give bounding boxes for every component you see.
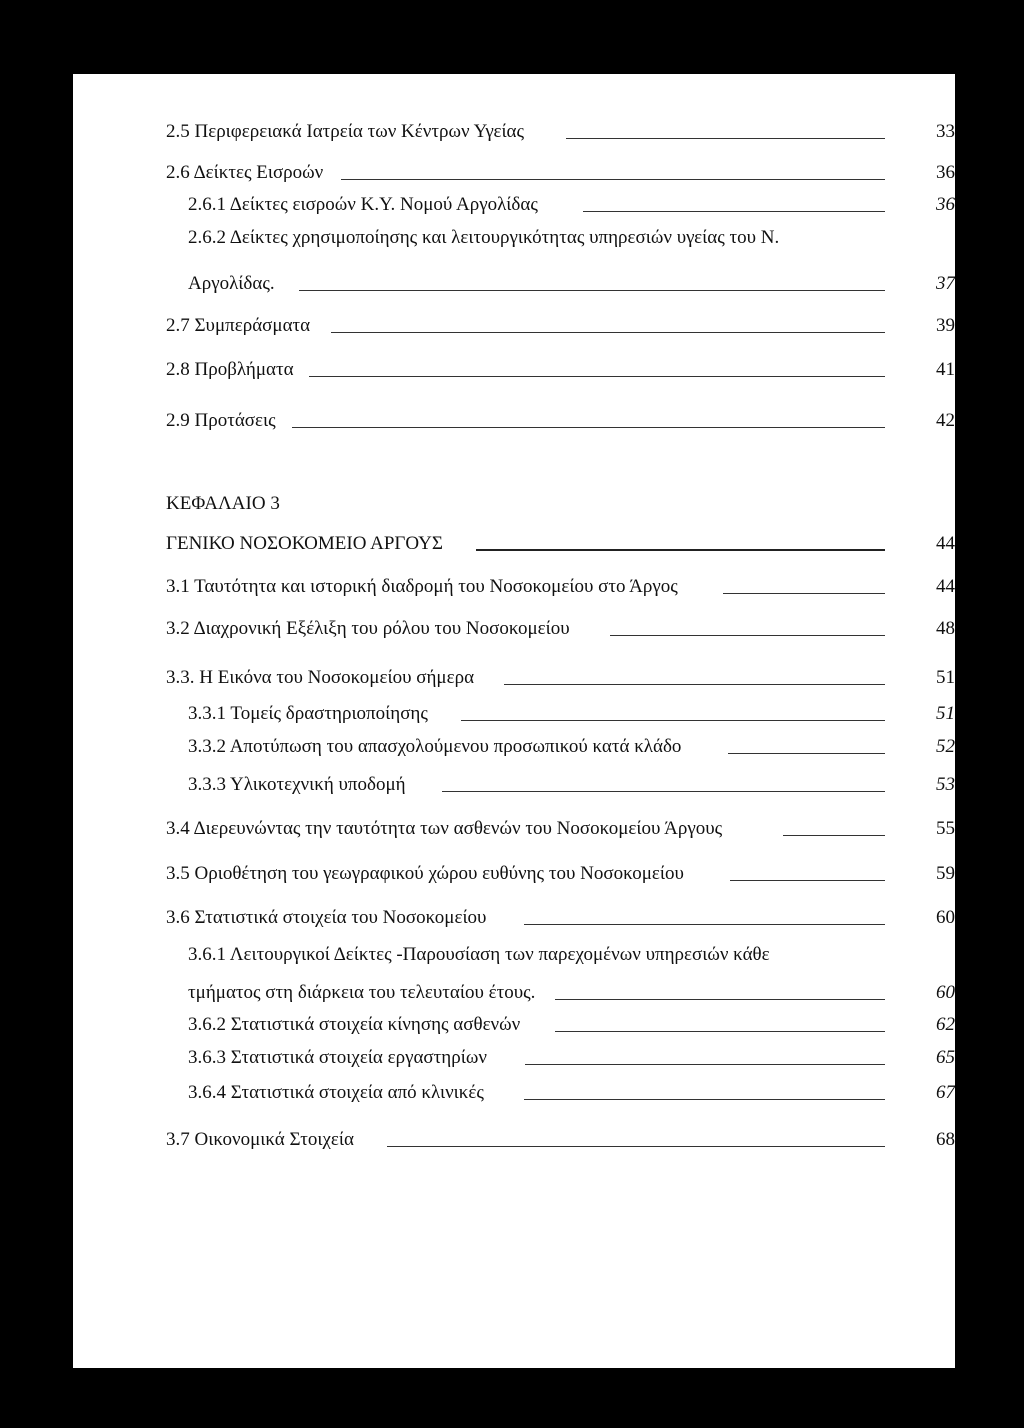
toc-entry-label: 3.3.3 Υλικοτεχνική υποδομή bbox=[188, 771, 410, 799]
dot-leader bbox=[504, 684, 885, 685]
dot-leader bbox=[525, 1064, 885, 1065]
toc-entry-label: 2.9 Προτάσεις bbox=[166, 407, 280, 435]
toc-entry-page: 53 bbox=[936, 774, 955, 795]
toc-entry-3-6-2[interactable] bbox=[73, 1011, 955, 1039]
toc-entry-label: 3.5 Οριοθέτηση του γεωγραφικού χώρου ευθύνης του Νοσοκομείου bbox=[166, 860, 688, 888]
dot-leader bbox=[555, 1031, 885, 1032]
dot-leader bbox=[524, 924, 885, 925]
toc-entry-3-3-1[interactable] bbox=[73, 700, 955, 728]
toc-entry-label: 2.6.2 Δείκτες χρησιμοποίησης και λειτουργικότητας υπηρεσιών υγείας του Ν. bbox=[188, 224, 783, 252]
toc-entry-3-7[interactable] bbox=[73, 1126, 955, 1154]
toc-entry-page: 39 bbox=[936, 315, 955, 336]
toc-entry-label: 2.6 Δείκτες Εισροών bbox=[166, 159, 327, 187]
toc-entry-2-5[interactable] bbox=[73, 118, 955, 146]
chapter-title: ΓΕΝΙΚΟ ΝΟΣΟΚΟΜΕΙΟ ΑΡΓΟΥΣ bbox=[166, 530, 447, 558]
toc-entry-2-8[interactable] bbox=[73, 356, 955, 384]
toc-entry-page: 48 bbox=[936, 618, 955, 639]
toc-entry-page: 68 bbox=[936, 1129, 955, 1150]
toc-entry-continuation: Αργολίδας. bbox=[188, 270, 279, 298]
toc-entry-page: 60 bbox=[936, 982, 955, 1003]
dot-leader bbox=[461, 720, 885, 721]
dot-leader bbox=[566, 138, 885, 139]
dot-leader bbox=[730, 880, 885, 881]
toc-entry-page: 67 bbox=[936, 1082, 955, 1103]
document-page bbox=[73, 74, 955, 1368]
dot-leader bbox=[524, 1099, 885, 1100]
dot-leader bbox=[728, 753, 885, 754]
toc-entry-label: 2.7 Συμπεράσματα bbox=[166, 312, 314, 340]
dot-leader bbox=[583, 211, 885, 212]
toc-entry-3-5[interactable] bbox=[73, 860, 955, 888]
toc-entry-2-6-2-continuation[interactable] bbox=[73, 270, 955, 298]
toc-entry-page: 62 bbox=[936, 1014, 955, 1035]
toc-entry-page: 60 bbox=[936, 907, 955, 928]
toc-entry-label: 3.2 Διαχρονική Εξέλιξη του ρόλου του Νοσοκομείου bbox=[166, 615, 574, 643]
toc-entry-label: 3.1 Ταυτότητα και ιστορική διαδρομή του Νοσοκομείου στο Άργος bbox=[166, 573, 682, 601]
toc-entry-label: 3.6 Στατιστικά στοιχεία του Νοσοκομείου bbox=[166, 904, 490, 932]
toc-entry-label: 3.3. Η Εικόνα του Νοσοκομείου σήμερα bbox=[166, 664, 478, 692]
toc-entry-page: 44 bbox=[936, 533, 955, 554]
toc-entry-3-4[interactable] bbox=[73, 815, 955, 843]
dot-leader bbox=[309, 376, 885, 377]
toc-entry-label: 3.6.4 Στατιστικά στοιχεία από κλινικές bbox=[188, 1079, 488, 1107]
toc-entry-page: 33 bbox=[936, 121, 955, 142]
toc-entry-page: 65 bbox=[936, 1047, 955, 1068]
toc-entry-label: 3.7 Οικονομικά Στοιχεία bbox=[166, 1126, 358, 1154]
toc-entry-3-3-2[interactable] bbox=[73, 733, 955, 761]
toc-entry-page: 59 bbox=[936, 863, 955, 884]
dot-leader bbox=[341, 179, 885, 180]
toc-entry-label: 3.6.2 Στατιστικά στοιχεία κίνησης ασθενών bbox=[188, 1011, 524, 1039]
toc-entry-label: 3.3.1 Τομείς δραστηριοποίησης bbox=[188, 700, 432, 728]
toc-entry-3-6[interactable] bbox=[73, 904, 955, 932]
toc-entry-3-3-3[interactable] bbox=[73, 771, 955, 799]
toc-entry-3-2[interactable] bbox=[73, 615, 955, 643]
toc-entry-2-6[interactable] bbox=[73, 159, 955, 187]
toc-entry-page: 55 bbox=[936, 818, 955, 839]
toc-entry-2-6-2[interactable] bbox=[73, 224, 955, 252]
toc-entry-3-6-3[interactable] bbox=[73, 1044, 955, 1072]
toc-entry-continuation: τμήματος στη διάρκεια του τελευταίου έτους. bbox=[188, 979, 539, 1007]
toc-chapter-3[interactable] bbox=[73, 530, 955, 558]
dot-leader bbox=[783, 835, 885, 836]
table-of-contents bbox=[73, 74, 955, 1368]
toc-entry-2-6-1[interactable] bbox=[73, 191, 955, 219]
toc-entry-label: 3.4 Διερευνώντας την ταυτότητα των ασθενών του Νοσοκομείου Άργους bbox=[166, 815, 726, 843]
toc-entry-2-7[interactable] bbox=[73, 312, 955, 340]
toc-entry-label: 2.8 Προβλήματα bbox=[166, 356, 298, 384]
toc-entry-page: 44 bbox=[936, 576, 955, 597]
dot-leader bbox=[331, 332, 885, 333]
toc-entry-3-6-4[interactable] bbox=[73, 1079, 955, 1107]
toc-entry-page: 42 bbox=[936, 410, 955, 431]
toc-entry-page: 36 bbox=[936, 162, 955, 183]
toc-entry-page: 51 bbox=[936, 667, 955, 688]
dot-leader bbox=[387, 1146, 885, 1147]
toc-entry-page: 41 bbox=[936, 359, 955, 380]
toc-entry-label: 3.3.2 Αποτύπωση του απασχολούμενου προσωπικού κατά κλάδο bbox=[188, 733, 685, 761]
toc-entry-page: 36 bbox=[936, 194, 955, 215]
toc-entry-label: 2.5 Περιφερειακά Ιατρεία των Κέντρων Υγείας bbox=[166, 118, 528, 146]
toc-entry-3-1[interactable] bbox=[73, 573, 955, 601]
toc-entry-label: 2.6.1 Δείκτες εισροών Κ.Υ. Νομού Αργολίδας bbox=[188, 191, 542, 219]
dot-leader bbox=[555, 999, 885, 1000]
chapter-number-heading: ΚΕΦΑΛΑΙΟ 3 bbox=[166, 493, 280, 514]
toc-entry-page: 52 bbox=[936, 736, 955, 757]
dot-leader bbox=[610, 635, 885, 636]
dot-leader bbox=[299, 290, 885, 291]
toc-entry-label: 3.6.1 Λειτουργικοί Δείκτες -Παρουσίαση των παρεχομένων υπηρεσιών κάθε bbox=[188, 941, 774, 969]
dot-leader bbox=[723, 593, 885, 594]
toc-entry-page: 37 bbox=[936, 273, 955, 294]
toc-entry-3-3[interactable] bbox=[73, 664, 955, 692]
toc-entry-label: 3.6.3 Στατιστικά στοιχεία εργαστηρίων bbox=[188, 1044, 491, 1072]
dot-leader bbox=[442, 791, 885, 792]
toc-entry-page: 51 bbox=[936, 703, 955, 724]
dot-leader bbox=[476, 549, 885, 551]
toc-entry-2-9[interactable] bbox=[73, 407, 955, 435]
toc-entry-3-6-1-continuation[interactable] bbox=[73, 979, 955, 1007]
dot-leader bbox=[292, 427, 885, 428]
toc-entry-3-6-1[interactable] bbox=[73, 941, 955, 969]
